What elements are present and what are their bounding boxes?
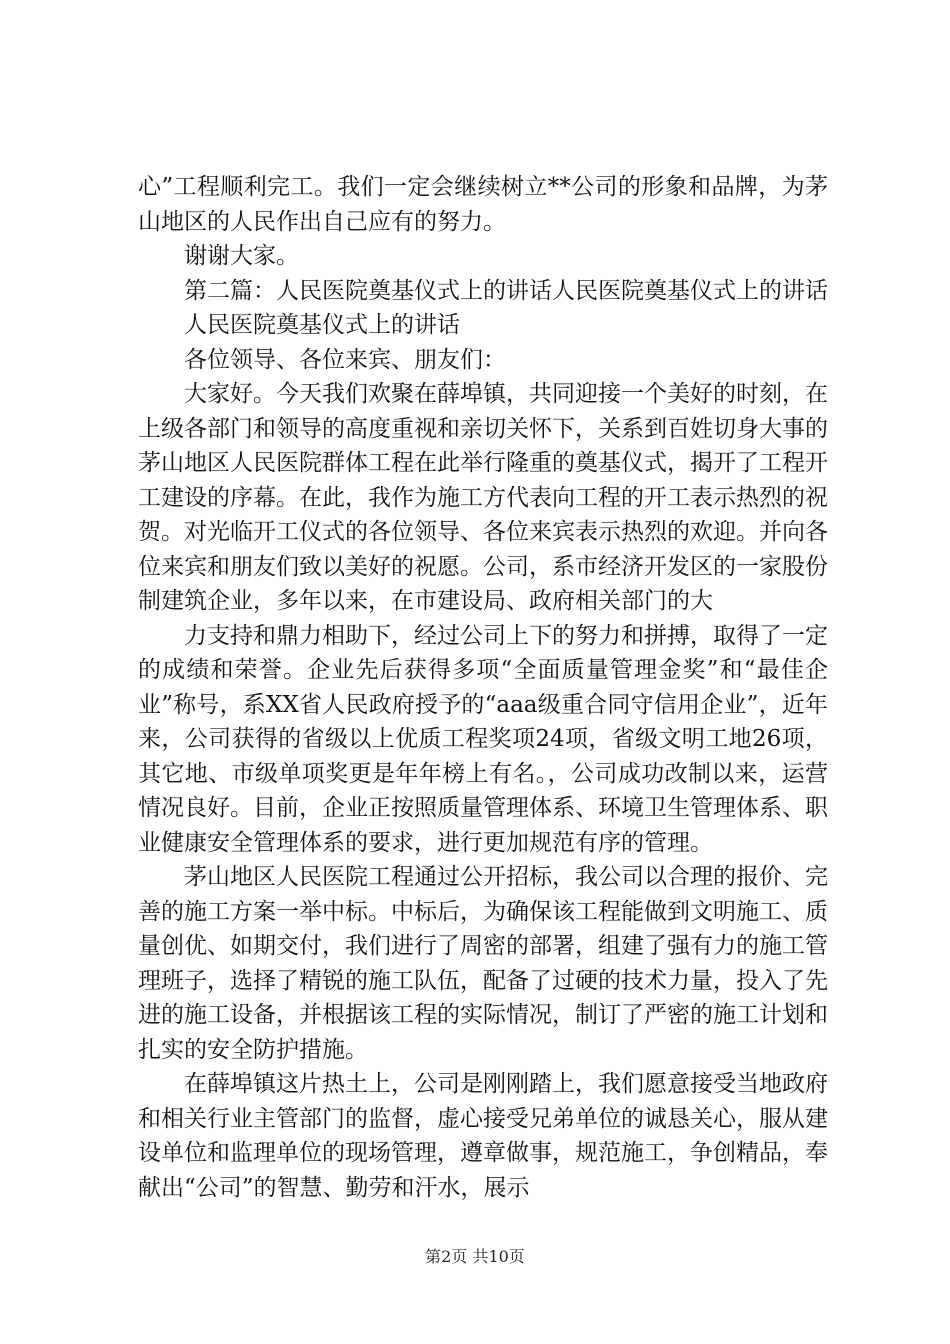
paragraph: 在薛埠镇这片热土上，公司是刚刚踏上，我们愿意接受当地政府和相关行业主管部门的监督，虚心接受兄弟单位的诚恳关心，服从建设单位和监理单位的现场管理，遵章做事，规范施工，争创精品，奉献出“公司”的智慧、勤劳和汗水，展示	[138, 1071, 828, 1201]
salutation: 各位领导、各位来宾、朋友们：	[184, 346, 506, 373]
paragraph: 谢谢大家。	[184, 243, 299, 269]
paragraph: 力支持和鼎力相助下，经过公司上下的努力和拼搏，取得了一定的成绩和荣誉。企业先后获得多项“全面质量管理金奖”和“最佳企业”称号，系XX省人民政府授予的“aaa级重合同守信用企业”，近年来，公司获得的省级以上优质工程奖项24项，省级文明工地26项，其它地、市级单项奖更是年年榜上有名。，公司成功改制以来，运营情况良好。目前，企业正按照质量管理体系、环境卫生管理体系、职业健康安全管理体系的要求，进行更加规范有序的管理。	[138, 622, 828, 856]
paragraph: 心”工程顺利完工。我们一定会继续树立**公司的形象和品牌，为茅山地区的人民作出自己应有的努力。	[138, 174, 828, 235]
paragraph: 茅山地区人民医院工程通过公开招标，我公司以合理的报价、完善的施工方案一举中标。中标后，为确保该工程能做到文明施工、质量创优、如期交付，我们进行了周密的部署，组建了强有力的施工管理班子，选择了精锐的施工队伍，配备了过硬的技术力量，投入了先进的施工设备，并根据该工程的实际情况，制订了严密的施工计划和扎实的安全防护措施。	[138, 864, 828, 1063]
section-heading: 第二篇：人民医院奠基仪式上的讲话人民医院奠基仪式上的讲话	[184, 277, 828, 304]
document-body	[138, 170, 828, 1205]
paragraph: 大家好。今天我们欢聚在薛埠镇，共同迎接一个美好的时刻，在上级各部门和领导的高度重视和亲切关怀下，关系到百姓切身大事的茅山地区人民医院群体工程在此举行隆重的奠基仪式，揭开了工程开工建设的序幕。在此，我作为施工方代表向工程的开工表示热烈的祝贺。对光临开工仪式的各位领导、各位来宾表示热烈的欢迎。并向各位来宾和朋友们致以美好的祝愿。公司，系市经济开发区的一家股份制建筑企业，多年以来，在市建设局、政府相关部门的大	[138, 381, 828, 614]
page-number: 第2页 共10页	[425, 1247, 525, 1266]
speech-title: 人民医院奠基仪式上的讲话	[184, 312, 460, 338]
